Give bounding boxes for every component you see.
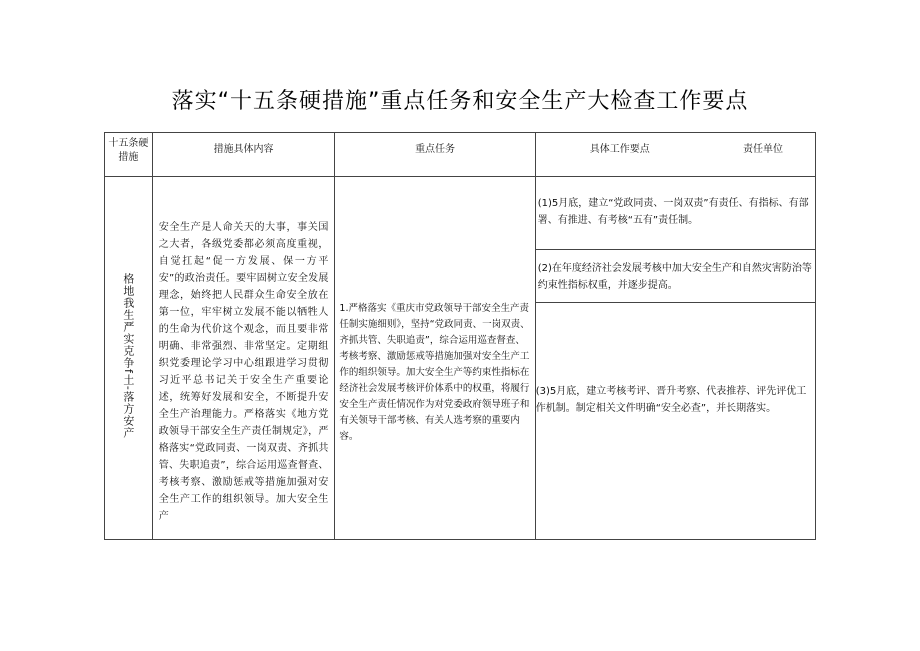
category-cell	[105, 177, 153, 540]
category-label: 格地我生严实克争f土-落方安产	[121, 273, 135, 439]
work-points-cell	[535, 177, 815, 540]
table-header-row	[105, 133, 816, 177]
header-work-points-and-unit	[535, 133, 815, 177]
work-points-table	[104, 132, 816, 540]
key-task-content: 1.严格落实《重庆市党政领导干部安全生产责任制实施细则》，坚持“党政同责、一岗双责、齐抓共管、失职追责”，综合运用巡查督查、考核考察、激励惩戒等措施加强对安全生产工作的组织领导。加大安全生产等约束性指标在经济社会发展考核评价体系中的权重，将履行安全生产责任情况作为对党委政府领导班子和有关领导干部考核、有关人选考察的重要内容。	[339, 303, 530, 442]
header-responsible-unit: 责任单位	[743, 144, 783, 155]
measure-content: 安全生产是人命关天的大事，事关国之大者，各级党委都必须高度重视，自觉扛起“促一方发展、保一方平安”的政治责任。要牢固树立安全发展理念，始终把人民群众生命安全放在第一位，牢牢树立发展不能以牺牲人的生命为代价这个观念，而且要非常明确、非常强烈、非常坚定。定期组织党委理论学习中心组跟进学习贯彻习近平总书记关于安全生产重要论述，统筹好发展和安全，不断提升安全生产治理能力。严格落实《地方党政领导干部安全生产责任制规定》，严格落实“党政同责、一岗双责、齐抓共管、失职追责”，综合运用巡查督查、考核考察、激励惩戒等措施加强对安全生产工作的组织领导。加大安全生产	[158, 222, 329, 522]
header-measures-category: 十五条硬措施	[105, 133, 153, 177]
page-title: 落实“十五条硬措施”重点任务和安全生产大检查工作要点	[171, 89, 749, 114]
work-point-item: (2)在年度经济社会发展考核中加大安全生产和自然灾害防治等约束性指标权重，并逐步提高。	[536, 250, 815, 303]
header-key-task: 重点任务	[335, 133, 535, 177]
header-measure-content: 措施具体内容	[152, 133, 335, 177]
work-point-item: (3)5月底，建立考核考评、晋升考察、代表推荐、评先评优工作机制。制定相关文件明确“安全必查”，并长期落实。	[535, 386, 807, 414]
measure-cell	[152, 177, 335, 540]
key-task-cell	[335, 177, 535, 540]
work-point-item: (1)5月底，建立“党政同责、一岗双责”有责任、有指标、有部署、有推进、有考核“五有”责任制。	[536, 177, 815, 250]
table-row	[105, 177, 816, 540]
header-work-points: 具体工作要点	[589, 144, 650, 155]
